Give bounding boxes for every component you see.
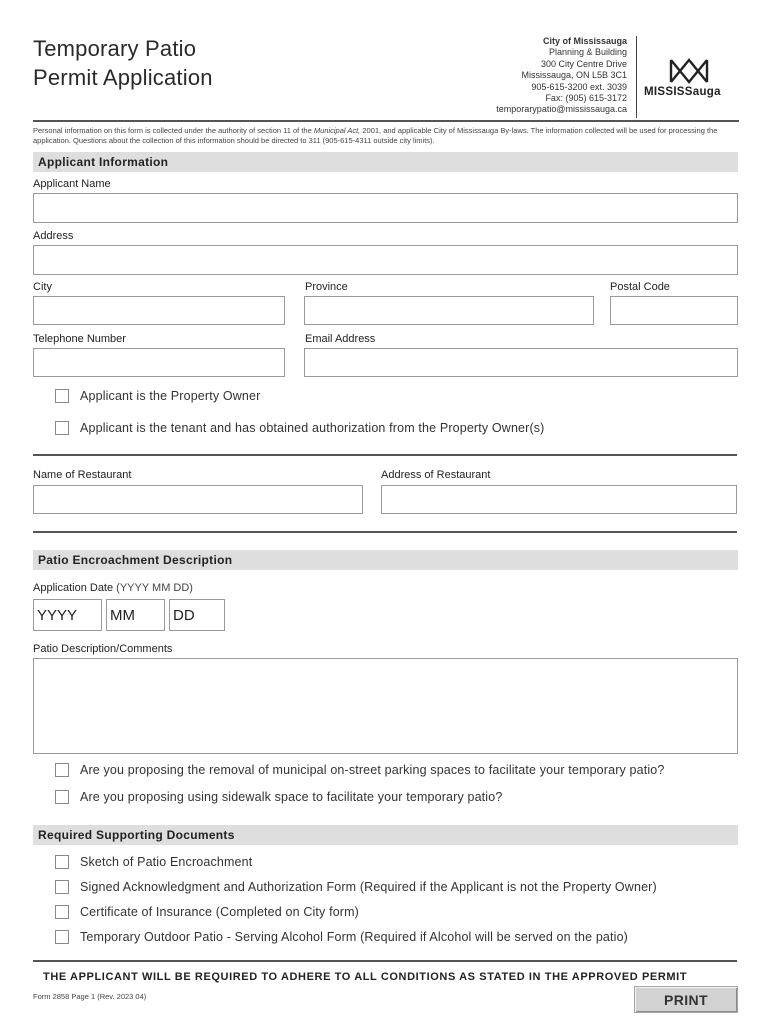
email-input[interactable] bbox=[304, 348, 738, 377]
address-label: Address bbox=[33, 230, 74, 242]
contact-block bbox=[496, 36, 627, 116]
form-title bbox=[33, 34, 213, 92]
divider-3 bbox=[33, 960, 737, 962]
owner-checkbox-label: Applicant is the Property Owner bbox=[80, 389, 261, 403]
city-input[interactable] bbox=[33, 296, 285, 325]
document-row-insurance[interactable] bbox=[55, 905, 359, 919]
province-label: Province bbox=[305, 281, 348, 293]
header-rule bbox=[33, 120, 739, 122]
title-line-1: Temporary Patio bbox=[33, 36, 197, 61]
document-label-sketch: Sketch of Patio Encroachment bbox=[80, 855, 253, 869]
parking-question-checkbox[interactable] bbox=[55, 763, 69, 777]
notice-act: Municipal Act, bbox=[313, 126, 361, 135]
section-applicant-info: Applicant Information bbox=[33, 152, 738, 172]
divider-1 bbox=[33, 454, 737, 456]
patio-description-textarea[interactable] bbox=[33, 658, 738, 754]
sidewalk-question-label: Are you proposing using sidewalk space to facilitate your temporary patio? bbox=[80, 790, 503, 804]
parking-question-label: Are you proposing the removal of municipal on-street parking spaces to facilitate your temporary patio? bbox=[80, 763, 665, 777]
print-button[interactable]: PRINT bbox=[634, 986, 738, 1013]
owner-checkbox[interactable] bbox=[55, 389, 69, 403]
date-year-input[interactable]: YYYY bbox=[33, 599, 102, 631]
document-checkbox-sketch[interactable] bbox=[55, 855, 69, 869]
contact-org: City of Mississauga bbox=[542, 36, 627, 46]
province-input[interactable] bbox=[304, 296, 594, 325]
mississauga-logo bbox=[644, 58, 732, 98]
document-label-insurance: Certificate of Insurance (Completed on City form) bbox=[80, 905, 359, 919]
document-row-alcohol[interactable] bbox=[55, 930, 628, 944]
email-label: Email Address bbox=[305, 333, 376, 345]
owner-checkbox-row[interactable] bbox=[55, 389, 260, 403]
telephone-label: Telephone Number bbox=[33, 333, 126, 345]
document-checkbox-alcohol[interactable] bbox=[55, 930, 69, 944]
application-date-label-text: Application Date bbox=[33, 582, 114, 594]
section-supporting-documents: Required Supporting Documents bbox=[33, 825, 738, 845]
contact-dept: Planning & Building bbox=[548, 47, 627, 58]
mississauga-logo-icon bbox=[669, 58, 709, 84]
telephone-input[interactable] bbox=[33, 348, 285, 377]
restaurant-name-input[interactable] bbox=[33, 485, 363, 514]
city-label: City bbox=[33, 281, 52, 293]
permit-conditions-statement: THE APPLICANT WILL BE REQUIRED TO ADHERE TO ALL CONDITIONS AS STATED IN THE APPROVED PERMIT bbox=[43, 971, 688, 983]
applicant-name-input[interactable] bbox=[33, 193, 738, 223]
form-number: Form 2858 Page 1 (Rev. 2023 04) bbox=[33, 992, 147, 1001]
notice-text-1: Personal information on this form is collected under the authority of section 11 of the bbox=[33, 126, 314, 135]
postal-code-input[interactable] bbox=[610, 296, 738, 325]
restaurant-address-label: Address of Restaurant bbox=[381, 469, 491, 481]
document-row-acknowledgment[interactable] bbox=[55, 880, 657, 894]
divider-2 bbox=[33, 531, 737, 533]
document-label-alcohol: Temporary Outdoor Patio - Serving Alcohol Form (Required if Alcohol will be served on the patio) bbox=[80, 930, 628, 944]
notice-text-2: 2001, and applicable City of Mississauga By-laws. The information collected will be used for processing the application. Questions about the collection of this information should be directed to 311 (905-615-4311 outside city limits). bbox=[33, 126, 718, 145]
tenant-checkbox-row[interactable] bbox=[55, 421, 545, 435]
contact-email: temporarypatio@mississauga.ca bbox=[496, 104, 627, 115]
header-divider bbox=[636, 36, 637, 118]
patio-description-label: Patio Description/Comments bbox=[33, 643, 173, 655]
document-checkbox-insurance[interactable] bbox=[55, 905, 69, 919]
title-line-2: Permit Application bbox=[33, 65, 213, 90]
document-label-acknowledgment: Signed Acknowledgment and Authorization Form (Required if the Applicant is not the Property Owner) bbox=[80, 880, 657, 894]
postal-code-label: Postal Code bbox=[610, 281, 670, 293]
restaurant-name-label: Name of Restaurant bbox=[33, 469, 132, 481]
date-month-input[interactable]: MM bbox=[106, 599, 165, 631]
sidewalk-question-row[interactable] bbox=[55, 790, 502, 804]
application-date-label bbox=[33, 582, 193, 594]
applicant-name-label: Applicant Name bbox=[33, 178, 111, 190]
contact-street: 300 City Centre Drive bbox=[540, 58, 627, 69]
date-day-input[interactable]: DD bbox=[169, 599, 225, 631]
document-checkbox-acknowledgment[interactable] bbox=[55, 880, 69, 894]
address-input[interactable] bbox=[33, 245, 738, 275]
privacy-notice bbox=[33, 126, 733, 146]
tenant-checkbox[interactable] bbox=[55, 421, 69, 435]
date-format-hint: (YYYY MM DD) bbox=[116, 582, 193, 594]
parking-question-row[interactable] bbox=[55, 763, 665, 777]
contact-phone: 905-615-3200 ext. 3039 bbox=[531, 81, 627, 92]
sidewalk-question-checkbox[interactable] bbox=[55, 790, 69, 804]
contact-fax: Fax: (905) 615-3172 bbox=[545, 93, 627, 104]
restaurant-address-input[interactable] bbox=[381, 485, 737, 514]
section-patio-description: Patio Encroachment Description bbox=[33, 550, 738, 570]
logo-wordmark: MISSISSauga bbox=[644, 86, 721, 98]
document-row-sketch[interactable] bbox=[55, 855, 252, 869]
tenant-checkbox-label: Applicant is the tenant and has obtained authorization from the Property Owner(s) bbox=[80, 421, 545, 435]
contact-city: Mississauga, ON L5B 3C1 bbox=[521, 70, 627, 81]
